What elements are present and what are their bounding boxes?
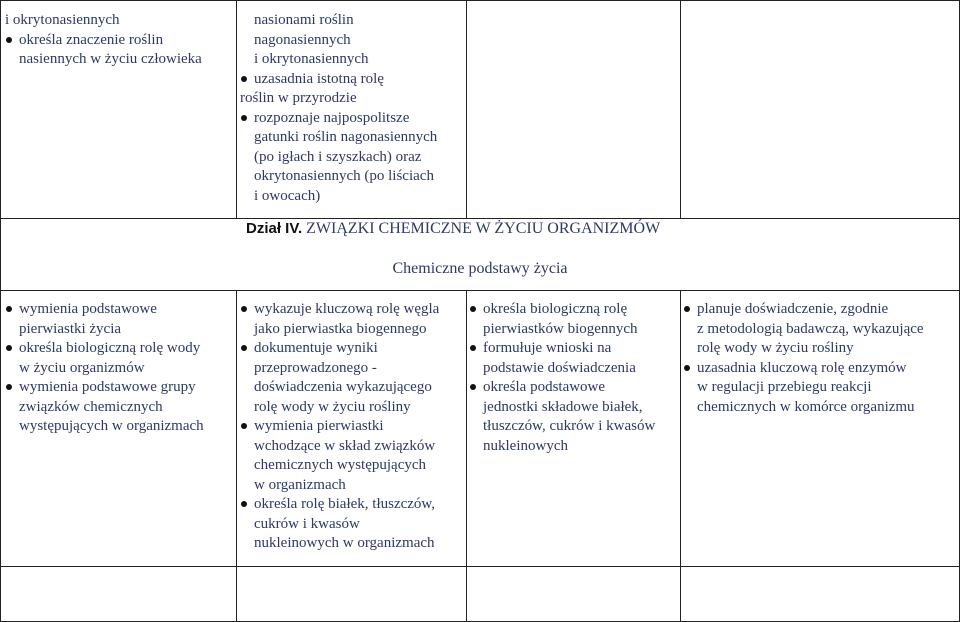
list-item-continuation: jako pierwiastka biogennego	[254, 320, 427, 337]
bottom-row-cell-1	[5, 300, 233, 437]
list-item-continuation: tłuszczów, cukrów i kwasów	[483, 418, 656, 434]
list-item-continuation: podstawie doświadczenia	[483, 359, 636, 376]
list-item-continuation: występujących w organizmach	[19, 418, 204, 434]
list-item-continuation: w regulacji przebiegu reakcji	[697, 379, 872, 395]
list-item-continuation: pierwiastków biogennych	[483, 320, 638, 337]
list-item-continuation: przeprowadzonego -	[254, 359, 377, 376]
list-item-bullet: wymienia pierwiastki	[240, 417, 464, 437]
list-item-bullet: rozpoznaje najpospolitsze	[240, 109, 464, 129]
list-item-bullet: uzasadnia kluczową rolę enzymów	[683, 359, 957, 379]
list-item-continuation: okrytonasiennych (po liściach	[254, 168, 434, 184]
list-item-continuation: w organizmach	[254, 476, 346, 493]
list-item-continuation: cukrów i kwasów	[254, 515, 360, 532]
list-item-bullet: dokumentuje wyniki	[240, 339, 464, 359]
list-item-continuation: jednostki składowe białek,	[483, 398, 643, 415]
list-item-bullet: wymienia podstawowe	[5, 300, 233, 320]
list-item-continuation: nasiennych w życiu człowieka	[19, 51, 202, 67]
list-item-continuation: chemicznych występujących	[254, 457, 427, 473]
list-item-bullet: uzasadnia istotną rolę	[240, 70, 464, 90]
list-item-continuation: chemicznych w komórce organizmu	[697, 398, 915, 415]
list-item-continuation: pierwiastki życia	[19, 320, 122, 337]
list-item-continuation: i okrytonasiennych	[5, 12, 120, 28]
list-item-continuation: roślin w przyrodzie	[240, 90, 357, 106]
list-item-bullet: wykazuje kluczową rolę węgla	[240, 300, 464, 320]
list-item-continuation: nagonasiennych	[254, 31, 351, 48]
list-item-continuation: nasionami roślin	[254, 12, 354, 28]
list-item-continuation: (po igłach i szyszkach) oraz	[254, 148, 422, 165]
list-item-continuation: nukleinowych	[483, 437, 568, 454]
list-item-bullet: określa biologiczną rolę	[469, 300, 678, 320]
bottom-row-cell-2	[240, 300, 464, 554]
section-subtitle: Chemiczne podstawy życia	[392, 260, 568, 277]
top-row-cell-2	[240, 11, 464, 206]
list-item-continuation: w życiu organizmów	[19, 359, 145, 376]
section-title: ZWIĄZKI CHEMICZNE W ŻYCIU ORGANIZMÓW	[306, 220, 661, 237]
list-item-bullet: określa rolę białek, tłuszczów,	[240, 495, 464, 515]
list-item-bullet: planuje doświadczenie, zgodnie	[683, 300, 957, 320]
list-item-continuation: związków chemicznych	[19, 398, 163, 415]
section-heading	[246, 220, 960, 238]
list-item-continuation: doświadczenia wykazującego	[254, 379, 432, 395]
list-item-continuation: rolę wody w życiu rośliny	[697, 340, 854, 356]
section-lead: Dział IV.	[246, 220, 303, 237]
list-item-continuation: i okrytonasiennych	[254, 51, 369, 67]
list-item-bullet: formułuje wnioski na	[469, 339, 678, 359]
list-item-continuation: z metodologią badawczą, wykazujące	[697, 320, 924, 337]
bottom-row-cell-3	[469, 300, 678, 456]
list-item-bullet: określa biologiczną rolę wody	[5, 339, 233, 359]
list-item-continuation: gatunki roślin nagonasiennych	[254, 129, 438, 145]
list-item-bullet: określa znaczenie roślin	[5, 31, 233, 51]
top-row-cell-1	[5, 11, 233, 70]
list-item-continuation: rolę wody w życiu rośliny	[254, 398, 411, 415]
list-item-continuation: nukleinowych w organizmach	[254, 535, 435, 551]
bottom-row-cell-4	[683, 300, 957, 417]
list-item-bullet: wymienia podstawowe grupy	[5, 378, 233, 398]
list-item-continuation: i owocach)	[254, 187, 321, 204]
list-item-continuation: wchodzące w skład związków	[254, 437, 436, 454]
list-item-bullet: określa podstawowe	[469, 378, 678, 398]
